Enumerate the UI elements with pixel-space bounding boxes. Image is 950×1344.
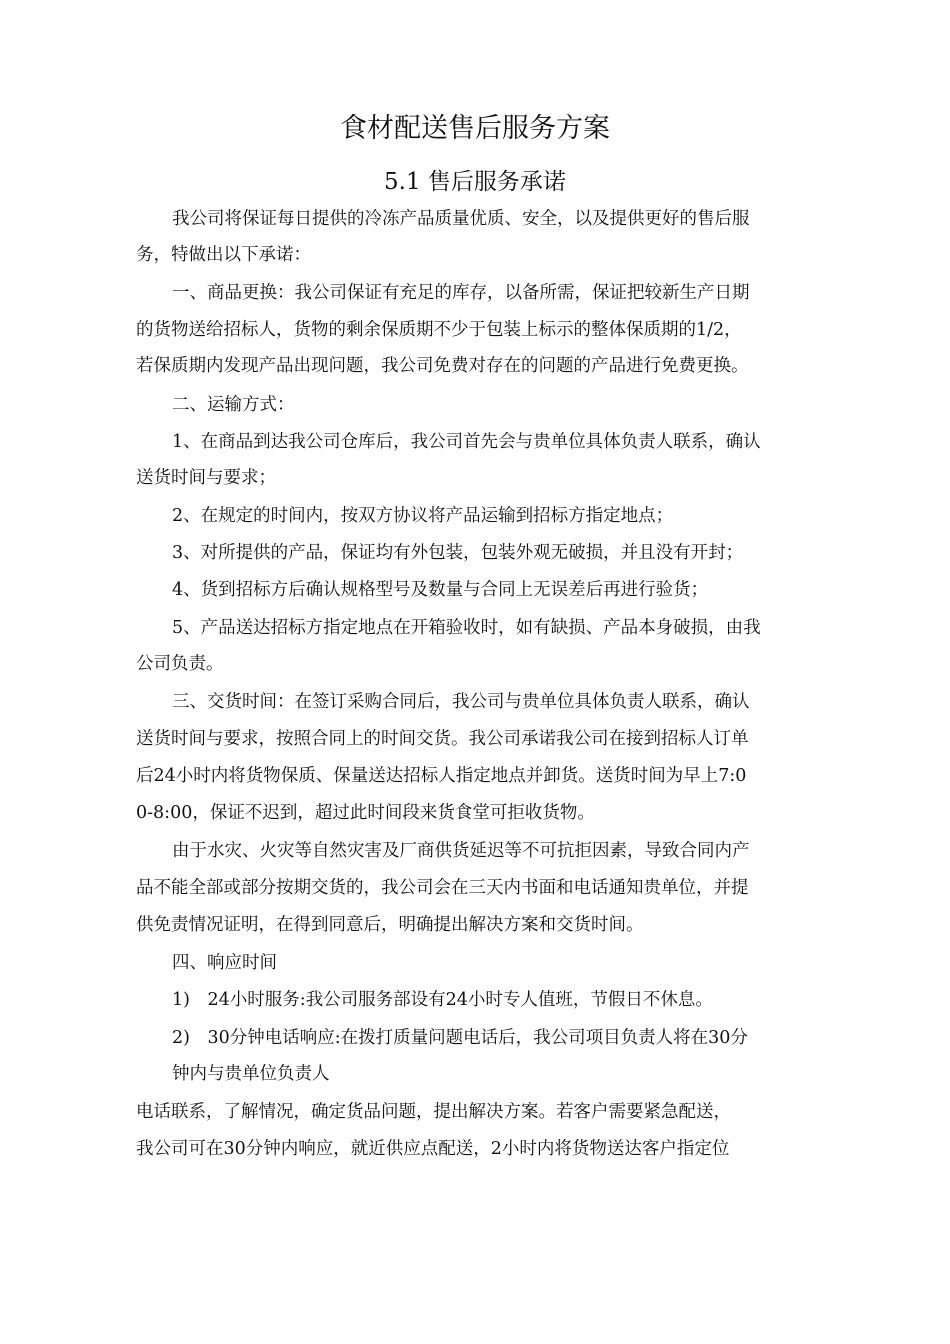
paragraph-line: 我公司将保证每日提供的冷冻产品质量优质、安全，以及提供更好的售后服 — [172, 209, 750, 229]
paragraph-line: 4、货到招标方后确认规格型号及数量与合同上无误差后再进行验货； — [172, 580, 709, 600]
paragraph-line: 若保质期内发现产品出现问题，我公司免费对存在的问题的产品进行免费更换。 — [136, 356, 749, 376]
paragraph-line: 三、交货时间：在签订采购合同后，我公司与贵单位具体负责人联系，确认 — [172, 692, 750, 712]
paragraph-line: 务，特做出以下承诺： — [136, 245, 311, 265]
section-heading: 5.1 售后服务承诺 — [384, 169, 566, 195]
paragraph-line: 供免责情况证明，在得到同意后，明确提出解决方案和交货时间。 — [136, 915, 644, 935]
paragraph-line: 2) 30分钟电话响应:在拨打质量问题电话后，我公司项目负责人将在30分 — [172, 1028, 748, 1048]
paragraph-line: 钟内与贵单位负责人 — [172, 1064, 330, 1084]
paragraph-line: 品不能全部或部分按期交货的，我公司会在三天内书面和电话通知贵单位，并提 — [136, 878, 749, 898]
paragraph-line: 四、响应时间 — [172, 953, 277, 973]
paragraph-line: 二、运输方式： — [172, 395, 295, 415]
paragraph-line: 的货物送给招标人，货物的剩余保质期不少于包装上标示的整体保质期的1/2， — [136, 320, 742, 340]
paragraph-line: 电话联系，了解情况，确定货品问题，提出解决方案。若客户需要紧急配送， — [136, 1102, 731, 1122]
paragraph-line: 公司负责。 — [136, 654, 224, 674]
paragraph-line: 2、在规定的时间内，按双方协议将产品运输到招标方指定地点； — [172, 506, 674, 526]
paragraph-line: 1) 24小时服务:我公司服务部设有24小时专人值班，节假日不休息。 — [172, 990, 713, 1010]
document-title: 食材配送售后服务方案 — [340, 113, 610, 144]
paragraph-line: 送货时间与要求，按照合同上的时间交货。我公司承诺我公司在接到招标人订单 — [136, 729, 749, 749]
paragraph-line: 0-8:00，保证不迟到，超过此时间段来货食堂可拒收货物。 — [136, 803, 595, 823]
paragraph-line: 由于水灾、火灾等自然灾害及厂商供货延迟等不可抗拒因素，导致合同内产 — [172, 841, 750, 861]
paragraph-line: 5、产品送达招标方指定地点在开箱验收时，如有缺损、产品本身破损，由我 — [172, 618, 761, 638]
paragraph-line: 后24小时内将货物保质、保量送达招标人指定地点并卸货。送货时间为早上7:0 — [136, 766, 747, 786]
paragraph-line: 一、商品更换：我公司保证有充足的库存，以备所需，保证把较新生产日期 — [172, 283, 750, 303]
paragraph-line: 3、对所提供的产品，保证均有外包装，包装外观无破损，并且没有开封； — [172, 543, 744, 563]
paragraph-line: 送货时间与要求； — [136, 468, 276, 488]
paragraph-line: 1、在商品到达我公司仓库后，我公司首先会与贵单位具体负责人联系，确认 — [172, 432, 761, 452]
paragraph-line: 我公司可在30分钟内响应，就近供应点配送，2小时内将货物送达客户指定位 — [136, 1139, 730, 1159]
